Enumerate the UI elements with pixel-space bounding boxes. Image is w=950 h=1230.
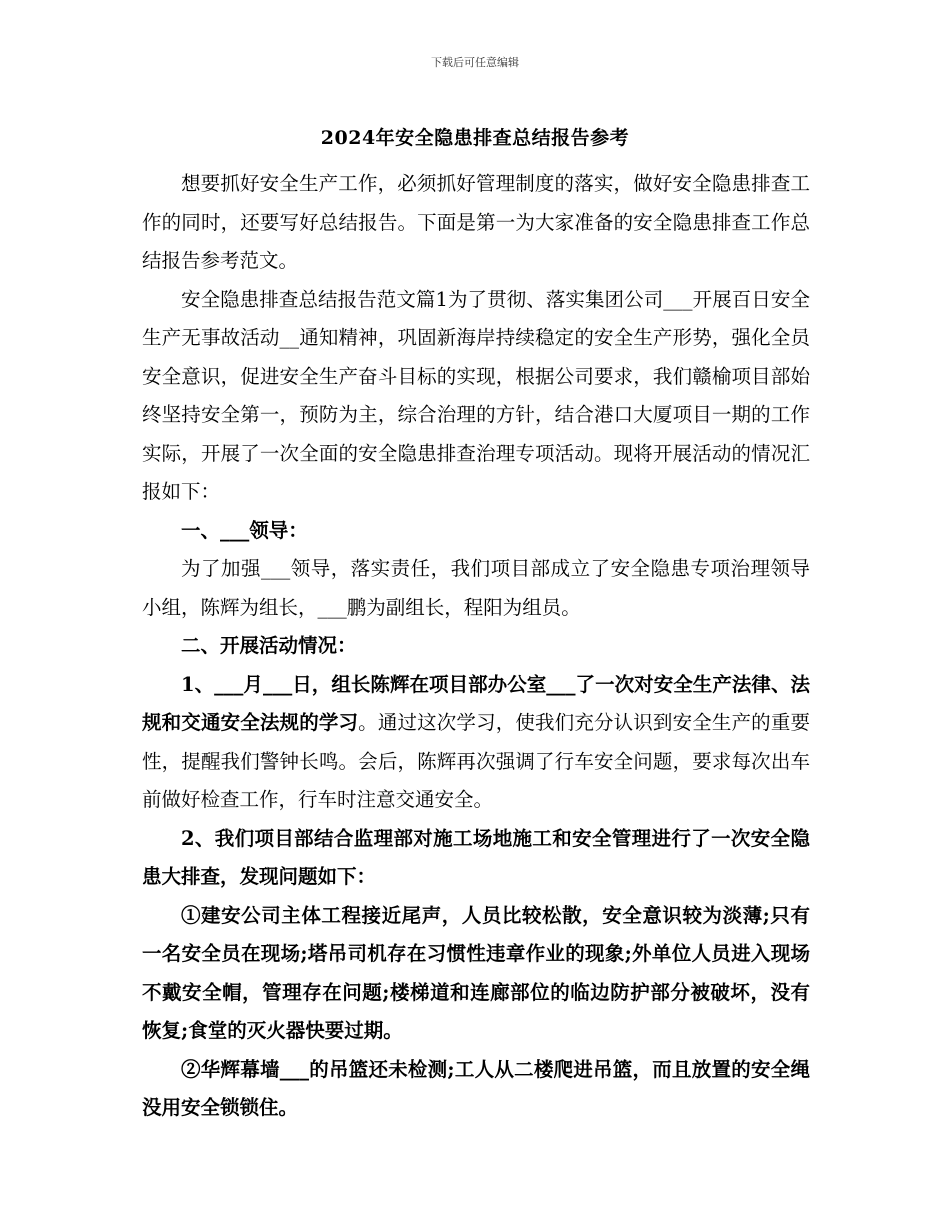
document-body — [142, 165, 810, 1128]
issue-item-2-lead: ②华辉幕墙___ — [181, 1057, 309, 1081]
activity-item-1-lead: 1、___月___日，组长陈辉在项目部办公室___了一次对安全生产法律、法规和交通安全法规的学习 — [142, 672, 810, 734]
section-heading-leadership: 一、___领导： — [181, 518, 308, 542]
section-heading-activities: 二、开展活动情况： — [181, 634, 357, 657]
issue-item-2 — [142, 1051, 810, 1128]
activity-item-1 — [142, 666, 810, 820]
leadership-paragraph: 为了加强___领导，落实责任，我们项目部成立了安全隐患专项治理领导小组，陈辉为组长，___鹏为副组长，程阳为组员。 — [142, 557, 810, 619]
page-header-note: 下载后可任意编辑 — [431, 56, 519, 69]
issue-item-2-text: 的吊篮还未检测;工人从二楼爬进吊篮，而且放置的安全绳没用安全锁锁住。 — [142, 1057, 810, 1119]
issue-item-1: ①建安公司主体工程接近尾声，人员比较松散，安全意识较为淡薄;只有一名安全员在现场;塔吊司机存在习惯性违章作业的现象;外单位人员进入现场不戴安全帽，管理存在问题;楼梯道和连廊部位的临边防护部分被破坏，没有恢复;食堂的灭火器快要过期。 — [142, 903, 810, 1042]
report-paragraph-1: 安全隐患排查总结报告范文篇1为了贯彻、落实集团公司___开展百日安全生产无事故活动__通知精神，巩固新海岸持续稳定的安全生产形势，强化全员安全意识，促进安全生产奋斗目标的实现，根据公司要求，我们赣榆项目部始终坚持安全第一，预防为主，综合治理的方针，结合港口大厦项目一期的工作实际，开展了一次全面的安全隐患排查治理专项活动。现将开展活动的情况汇报如下： — [142, 287, 810, 503]
document-title: 2024年安全隐患排查总结报告参考 — [320, 127, 630, 149]
intro-paragraph: 想要抓好安全生产工作，必须抓好管理制度的落实，做好安全隐患排查工作的同时，还要写好总结报告。下面是第一为大家准备的安全隐患排查工作总结报告参考范文。 — [142, 172, 810, 272]
activity-item-1-text: 。通过这次学习，使我们充分认识到安全生产的重要性，提醒我们警钟长鸣。会后，陈辉再次强调了行车安全问题，要求每次出车前做好检查工作，行车时注意交通安全。 — [142, 711, 810, 811]
activity-item-2: 2、我们项目部结合监理部对施工场地施工和安全管理进行了一次安全隐患大排查，发现问题如下： — [142, 826, 810, 888]
